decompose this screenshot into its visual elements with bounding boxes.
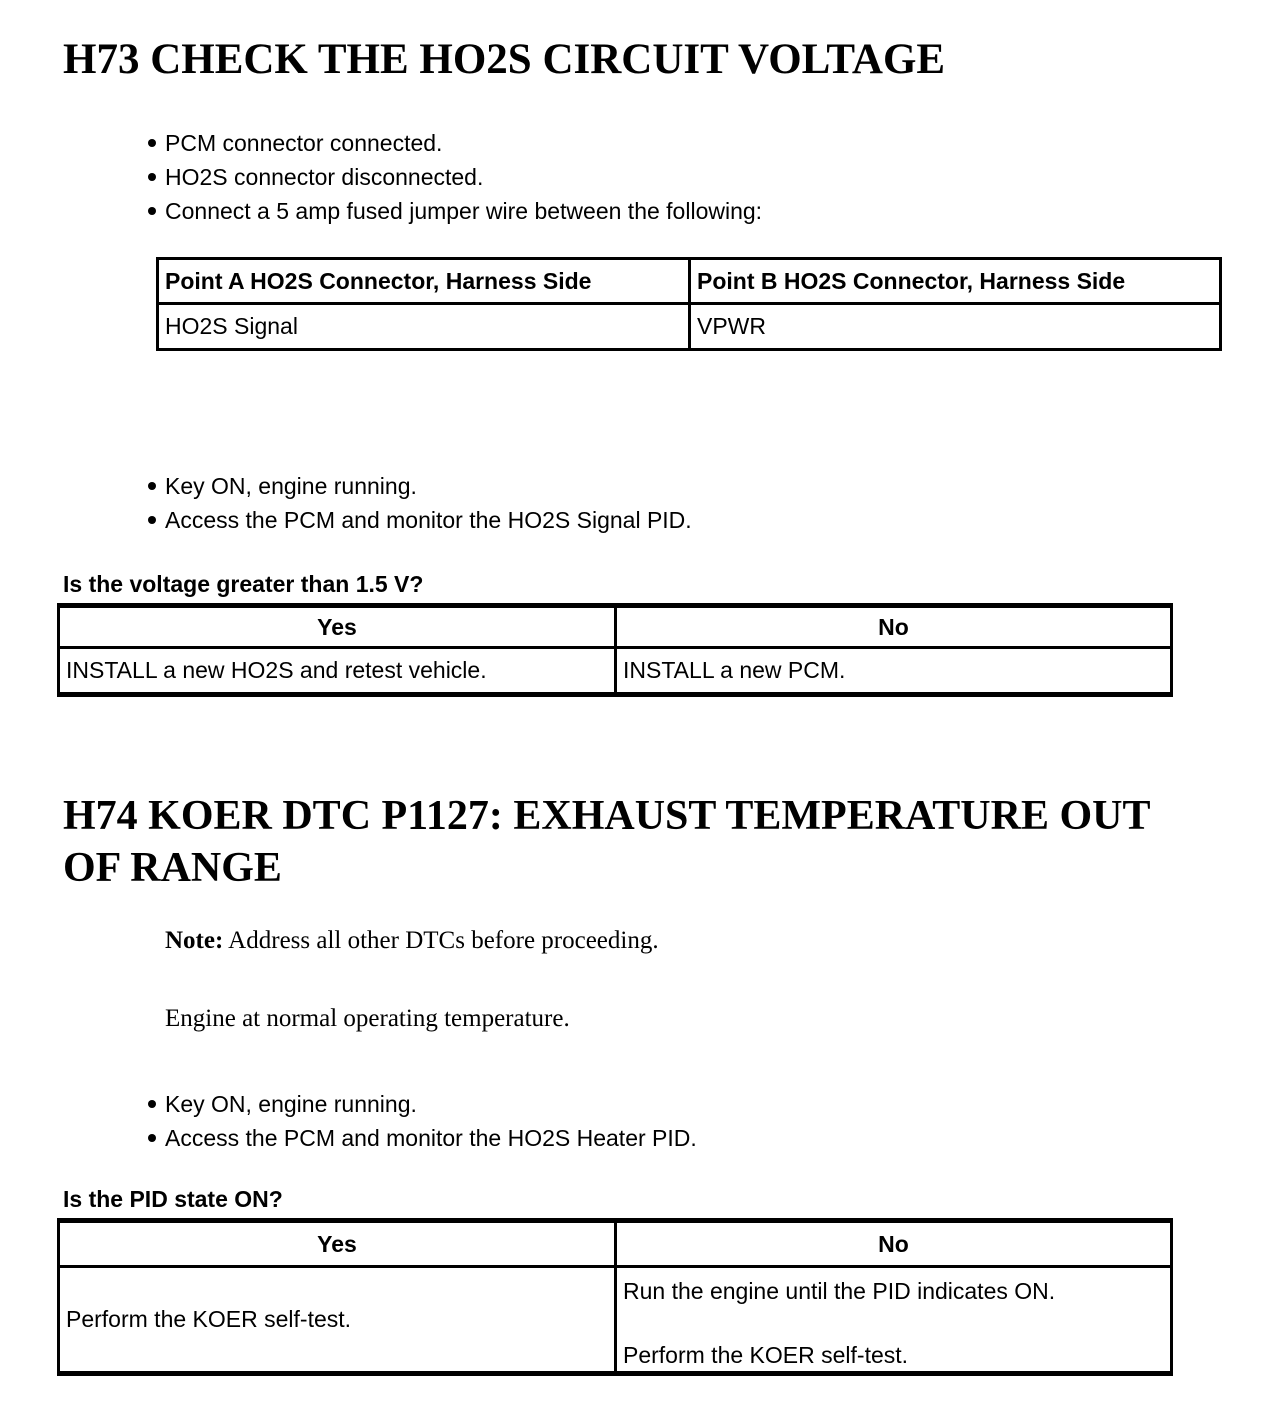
bullet-text: Access the PCM and monitor the HO2S Signal PID. bbox=[165, 507, 692, 533]
list-item bbox=[148, 160, 762, 194]
note-text: Address all other DTCs before proceeding. bbox=[223, 927, 659, 954]
table-cell-yes-action: Perform the KOER self-test. bbox=[60, 1268, 617, 1371]
list-item bbox=[148, 1121, 697, 1155]
table-cell-no-actions bbox=[617, 1268, 1170, 1371]
table-header-cell-no: No bbox=[617, 608, 1170, 649]
bullet-text: HO2S connector disconnected. bbox=[165, 164, 484, 190]
table-cell-no-action: INSTALL a new PCM. bbox=[623, 657, 846, 683]
bullet-text: Access the PCM and monitor the HO2S Heater PID. bbox=[165, 1125, 697, 1151]
h73-section-title: H73 CHECK THE HO2S CIRCUIT VOLTAGE bbox=[63, 36, 946, 83]
no-action-line: Perform the KOER self-test. bbox=[623, 1342, 909, 1368]
bullet-text: Key ON, engine running. bbox=[165, 473, 417, 499]
bullet-icon bbox=[148, 139, 156, 147]
note-paragraph bbox=[165, 926, 659, 956]
table-header-cell-yes: Yes bbox=[60, 1223, 617, 1268]
bullet-icon bbox=[148, 516, 156, 524]
list-item bbox=[148, 469, 692, 503]
note-label: Note: bbox=[165, 927, 224, 954]
list-item bbox=[148, 503, 692, 537]
list-item bbox=[148, 1087, 697, 1121]
bullet-text: PCM connector connected. bbox=[165, 130, 443, 156]
bullet-icon bbox=[148, 1100, 156, 1108]
table-header-cell-no: No bbox=[617, 1223, 1170, 1268]
connector-points-table bbox=[156, 257, 1222, 351]
bullet-text: Key ON, engine running. bbox=[165, 1091, 417, 1117]
h73-question: Is the voltage greater than 1.5 V? bbox=[63, 571, 424, 597]
table-cell: HO2S Signal bbox=[159, 305, 691, 348]
table-cell-yes-action: INSTALL a new HO2S and retest vehicle. bbox=[60, 649, 617, 692]
h73-test-bullet-list bbox=[148, 469, 692, 537]
list-item bbox=[148, 126, 762, 160]
bullet-icon bbox=[148, 207, 156, 215]
h73-setup-bullet-list bbox=[148, 126, 762, 228]
bullet-icon bbox=[148, 173, 156, 181]
table-header-cell: Point B HO2S Connector, Harness Side bbox=[691, 260, 1219, 305]
no-action-line: Run the engine until the PID indicates ON. bbox=[623, 1278, 1056, 1304]
table-header-cell-yes: Yes bbox=[60, 608, 617, 649]
bullet-icon bbox=[148, 482, 156, 490]
list-item bbox=[148, 194, 762, 228]
h74-test-bullet-list bbox=[148, 1087, 697, 1155]
h74-result-table bbox=[57, 1218, 1173, 1376]
bullet-icon bbox=[148, 1134, 156, 1142]
h74-question: Is the PID state ON? bbox=[63, 1186, 283, 1212]
table-cell: VPWR bbox=[697, 313, 766, 339]
table-header-cell: Point A HO2S Connector, Harness Side bbox=[159, 260, 691, 305]
condition-paragraph: Engine at normal operating temperature. bbox=[165, 1005, 570, 1032]
h73-result-table bbox=[57, 603, 1173, 697]
bullet-text: Connect a 5 amp fused jumper wire between the following: bbox=[165, 198, 763, 224]
h74-section-title: H74 KOER DTC P1127: EXHAUST TEMPERATURE OUT OF RANGE bbox=[63, 793, 1150, 891]
